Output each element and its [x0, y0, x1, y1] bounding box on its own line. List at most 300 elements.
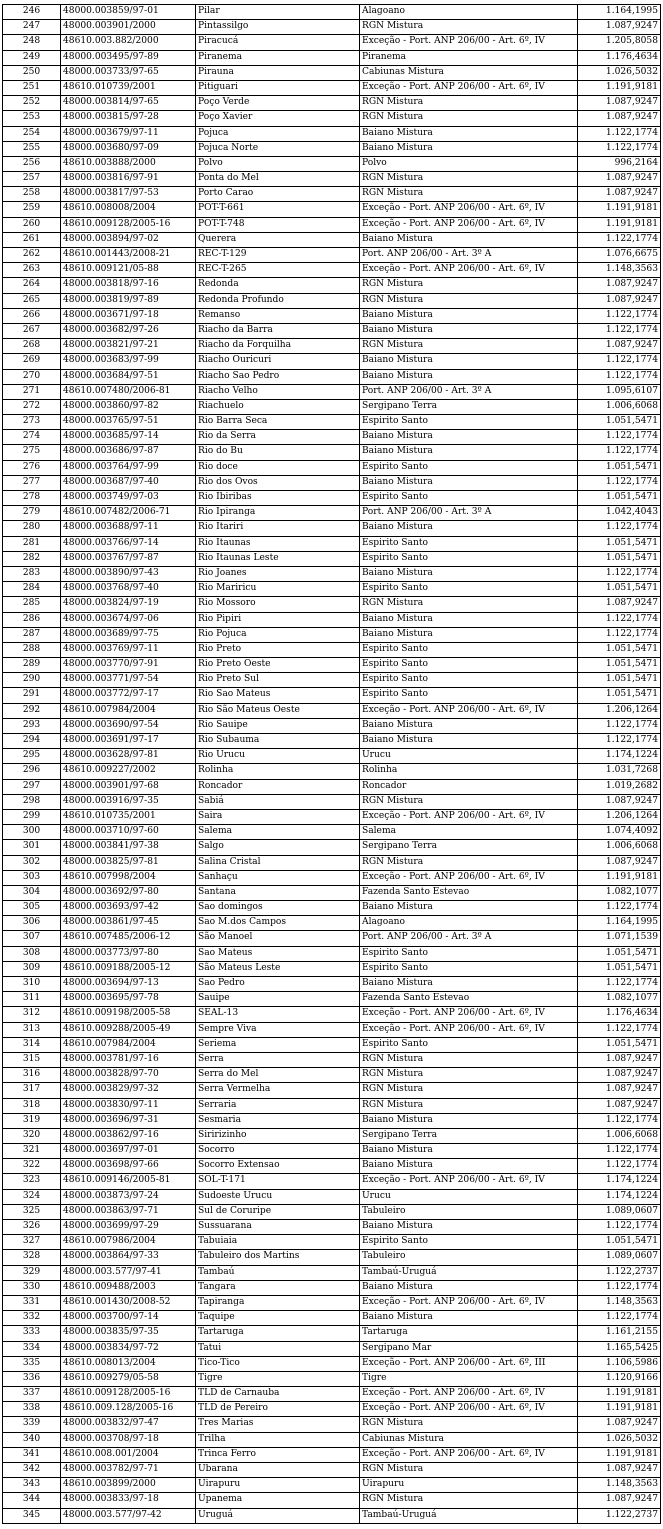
process-number-cell: 48000.003698/97-66 — [61, 1159, 196, 1174]
table-row — [3, 688, 661, 703]
field-name-cell: Sao Pedro — [196, 977, 360, 992]
field-name-cell: SOL-T-171 — [196, 1174, 360, 1189]
table-row — [3, 658, 661, 673]
crude-type-cell: Exceção - Port. ANP 206/00 - Art. 6º, IV — [360, 1295, 578, 1310]
price-value-cell: 1.122,1774 — [578, 1220, 661, 1235]
field-name-cell: Serra Vermelha — [196, 1083, 360, 1098]
price-value-cell: 1.161,2155 — [578, 1326, 661, 1341]
table-row — [3, 111, 661, 126]
row-number-cell: 338 — [3, 1402, 61, 1417]
table-row — [3, 779, 661, 794]
table-row — [3, 977, 661, 992]
field-name-cell: Tabuleiro dos Martins — [196, 1250, 360, 1265]
row-number-cell: 336 — [3, 1371, 61, 1386]
crude-type-cell: RGN Mistura — [360, 20, 578, 35]
price-value-cell: 1.071,1539 — [578, 931, 661, 946]
price-value-cell: 1.122,1774 — [578, 566, 661, 581]
table-row — [3, 126, 661, 141]
row-number-cell: 255 — [3, 141, 61, 156]
row-number-cell: 267 — [3, 323, 61, 338]
process-number-cell: 48000.003691/97-17 — [61, 734, 196, 749]
process-number-cell: 48000.003916/97-35 — [61, 794, 196, 809]
crude-type-cell: Espirito Santo — [360, 673, 578, 688]
crude-type-cell: Exceção - Port. ANP 206/00 - Art. 6º, IV — [360, 703, 578, 718]
row-number-cell: 342 — [3, 1463, 61, 1478]
process-number-cell: 48610.010739/2001 — [61, 80, 196, 95]
field-name-cell: Tabuiaia — [196, 1235, 360, 1250]
process-number-cell: 48000.003832/97-47 — [61, 1417, 196, 1432]
process-number-cell: 48000.003815/97-28 — [61, 111, 196, 126]
field-name-cell: Piracucá — [196, 35, 360, 50]
table-row — [3, 1037, 661, 1052]
table-row — [3, 399, 661, 414]
row-number-cell: 294 — [3, 734, 61, 749]
crude-type-cell: Espirito Santo — [360, 1235, 578, 1250]
price-value-cell: 1.122,1774 — [578, 1144, 661, 1159]
field-name-cell: Rio Mossoro — [196, 597, 360, 612]
row-number-cell: 289 — [3, 658, 61, 673]
process-number-cell: 48610.007984/2004 — [61, 1037, 196, 1052]
crude-type-cell: Uirapuru — [360, 1478, 578, 1493]
field-name-cell: Sudoeste Urucu — [196, 1189, 360, 1204]
crude-type-cell: RGN Mistura — [360, 111, 578, 126]
field-name-cell: Rio Ipiranga — [196, 506, 360, 521]
table-row — [3, 1311, 661, 1326]
process-number-cell: 48610.009128/2005-16 — [61, 1387, 196, 1402]
table-row — [3, 293, 661, 308]
process-number-cell: 48000.003771/97-54 — [61, 673, 196, 688]
table-row — [3, 521, 661, 536]
field-name-cell: Tatui — [196, 1341, 360, 1356]
field-name-cell: POT-T-748 — [196, 217, 360, 232]
field-name-cell: Rio Itariri — [196, 521, 360, 536]
field-name-cell: Riacho da Barra — [196, 323, 360, 338]
table-row — [3, 840, 661, 855]
process-number-cell: 48000.003862/97-16 — [61, 1128, 196, 1143]
row-number-cell: 329 — [3, 1265, 61, 1280]
price-value-cell: 1.051,5471 — [578, 946, 661, 961]
price-value-cell: 1.122,1774 — [578, 901, 661, 916]
field-name-cell: Serra do Mel — [196, 1068, 360, 1083]
table-row — [3, 1083, 661, 1098]
table-body — [3, 5, 661, 1524]
price-value-cell: 1.122,1774 — [578, 232, 661, 247]
crude-type-cell: Exceção - Port. ANP 206/00 - Art. 6º, IV — [360, 809, 578, 824]
process-number-cell: 48000.003773/97-80 — [61, 946, 196, 961]
process-number-cell: 48000.003901/2000 — [61, 20, 196, 35]
price-value-cell: 1.122,1774 — [578, 1022, 661, 1037]
field-name-cell: Rio Sauipe — [196, 718, 360, 733]
crude-type-cell: RGN Mistura — [360, 1463, 578, 1478]
price-value-cell: 1.122,1774 — [578, 445, 661, 460]
table-row — [3, 141, 661, 156]
table-row — [3, 1508, 661, 1523]
field-name-cell: Piranema — [196, 50, 360, 65]
row-number-cell: 322 — [3, 1159, 61, 1174]
crude-type-cell: Sergipano Terra — [360, 840, 578, 855]
row-number-cell: 303 — [3, 870, 61, 885]
crude-type-cell: Exceção - Port. ANP 206/00 - Art. 6º, IV — [360, 1174, 578, 1189]
price-value-cell: 1.026,5032 — [578, 65, 661, 80]
price-value-cell: 1.122,1774 — [578, 354, 661, 369]
table-row — [3, 673, 661, 688]
price-value-cell: 1.082,1077 — [578, 885, 661, 900]
price-value-cell: 1.087,9247 — [578, 1493, 661, 1508]
process-number-cell: 48610.008008/2004 — [61, 202, 196, 217]
process-number-cell: 48000.003768/97-40 — [61, 582, 196, 597]
field-name-cell: Riacho Ouricuri — [196, 354, 360, 369]
row-number-cell: 270 — [3, 369, 61, 384]
table-row — [3, 1007, 661, 1022]
process-number-cell: 48610.007984/2004 — [61, 703, 196, 718]
process-number-cell: 48000.003689/97-75 — [61, 627, 196, 642]
table-row — [3, 1356, 661, 1371]
process-number-cell: 48610.008.001/2004 — [61, 1447, 196, 1462]
row-number-cell: 320 — [3, 1128, 61, 1143]
table-row — [3, 642, 661, 657]
process-number-cell: 48000.003873/97-24 — [61, 1189, 196, 1204]
crude-type-cell: Exceção - Port. ANP 206/00 - Art. 6º, IV — [360, 1387, 578, 1402]
process-number-cell: 48000.003767/97-87 — [61, 551, 196, 566]
field-name-cell: Rio Preto Oeste — [196, 658, 360, 673]
crude-type-cell: RGN Mistura — [360, 1068, 578, 1083]
price-value-cell: 1.074,4092 — [578, 825, 661, 840]
price-value-cell: 1.164,1995 — [578, 5, 661, 20]
table-row — [3, 323, 661, 338]
field-name-cell: Rio Urucu — [196, 749, 360, 764]
price-value-cell: 1.089,0607 — [578, 1204, 661, 1219]
process-number-cell: 48000.003.577/97-42 — [61, 1508, 196, 1523]
crude-type-cell: Tabuleiro — [360, 1250, 578, 1265]
price-value-cell: 1.148,3563 — [578, 263, 661, 278]
table-row — [3, 734, 661, 749]
row-number-cell: 288 — [3, 642, 61, 657]
price-value-cell: 1.087,9247 — [578, 278, 661, 293]
field-name-cell: Socorro — [196, 1144, 360, 1159]
table-row — [3, 5, 661, 20]
row-number-cell: 319 — [3, 1113, 61, 1128]
price-value-cell: 1.122,1774 — [578, 369, 661, 384]
process-number-cell: 48610.001443/2008-21 — [61, 248, 196, 263]
row-number-cell: 287 — [3, 627, 61, 642]
process-number-cell: 48000.003770/97-91 — [61, 658, 196, 673]
crude-type-cell: Baiano Mistura — [360, 901, 578, 916]
crude-type-cell: Espirito Santo — [360, 642, 578, 657]
crude-type-cell: Port. ANP 206/00 - Art. 3º A — [360, 384, 578, 399]
row-number-cell: 281 — [3, 536, 61, 551]
row-number-cell: 274 — [3, 430, 61, 445]
row-number-cell: 272 — [3, 399, 61, 414]
crude-type-cell: RGN Mistura — [360, 96, 578, 111]
process-number-cell: 48000.003684/97-51 — [61, 369, 196, 384]
crude-type-cell: Exceção - Port. ANP 206/00 - Art. 6º, IV — [360, 35, 578, 50]
process-number-cell: 48610.009188/2005-12 — [61, 961, 196, 976]
field-name-cell: REC-T-129 — [196, 248, 360, 263]
crude-type-cell: Espirito Santo — [360, 961, 578, 976]
row-number-cell: 292 — [3, 703, 61, 718]
crude-type-cell: Exceção - Port. ANP 206/00 - Art. 6º, IV — [360, 1447, 578, 1462]
crude-type-cell: Baiano Mistura — [360, 354, 578, 369]
process-number-cell: 48000.003764/97-99 — [61, 460, 196, 475]
table-row — [3, 156, 661, 171]
process-number-cell: 48000.003710/97-60 — [61, 825, 196, 840]
crude-type-cell: Baiano Mistura — [360, 430, 578, 445]
crude-type-cell: Alagoano — [360, 916, 578, 931]
row-number-cell: 253 — [3, 111, 61, 126]
row-number-cell: 295 — [3, 749, 61, 764]
field-name-cell: Ubarana — [196, 1463, 360, 1478]
crude-type-cell: Baiano Mistura — [360, 627, 578, 642]
crude-type-cell: Port. ANP 206/00 - Art. 3º A — [360, 248, 578, 263]
price-value-cell: 1.051,5471 — [578, 1235, 661, 1250]
process-number-cell: 48000.003688/97-11 — [61, 521, 196, 536]
table-row — [3, 308, 661, 323]
field-name-cell: Rio Preto — [196, 642, 360, 657]
price-value-cell: 1.051,5471 — [578, 415, 661, 430]
crude-type-cell: RGN Mistura — [360, 794, 578, 809]
crude-type-cell: Fazenda Santo Estevao — [360, 885, 578, 900]
crude-type-cell: Baiano Mistura — [360, 1280, 578, 1295]
table-row — [3, 855, 661, 870]
field-name-cell: Roncador — [196, 779, 360, 794]
field-name-cell: Tico-Tico — [196, 1356, 360, 1371]
field-name-cell: Tartaruga — [196, 1326, 360, 1341]
crude-type-cell: Cabiunas Mistura — [360, 65, 578, 80]
field-name-cell: Trinca Ferro — [196, 1447, 360, 1462]
price-value-cell: 1.122,1774 — [578, 126, 661, 141]
row-number-cell: 293 — [3, 718, 61, 733]
table-row — [3, 1052, 661, 1067]
field-name-cell: Pojuca — [196, 126, 360, 141]
field-name-cell: Rio Subauma — [196, 734, 360, 749]
table-row — [3, 612, 661, 627]
field-name-cell: Uirapuru — [196, 1478, 360, 1493]
row-number-cell: 300 — [3, 825, 61, 840]
table-row — [3, 566, 661, 581]
crude-type-cell: Polvo — [360, 156, 578, 171]
field-name-cell: Tres Marias — [196, 1417, 360, 1432]
table-row — [3, 80, 661, 95]
row-number-cell: 330 — [3, 1280, 61, 1295]
crude-type-cell: Baiano Mistura — [360, 1144, 578, 1159]
price-value-cell: 1.122,1774 — [578, 612, 661, 627]
price-value-cell: 1.087,9247 — [578, 1098, 661, 1113]
field-name-cell: Poço Xavier — [196, 111, 360, 126]
row-number-cell: 345 — [3, 1508, 61, 1523]
table-row — [3, 992, 661, 1007]
crude-type-cell: Baiano Mistura — [360, 612, 578, 627]
table-row — [3, 1174, 661, 1189]
price-value-cell: 1.148,3563 — [578, 1295, 661, 1310]
price-value-cell: 1.076,6675 — [578, 248, 661, 263]
field-name-cell: Rio Itaunas — [196, 536, 360, 551]
row-number-cell: 317 — [3, 1083, 61, 1098]
table-row — [3, 1128, 661, 1143]
process-number-cell: 48610.007480/2006-81 — [61, 384, 196, 399]
row-number-cell: 277 — [3, 475, 61, 490]
table-row — [3, 248, 661, 263]
field-name-cell: Pilar — [196, 5, 360, 20]
table-row — [3, 1341, 661, 1356]
row-number-cell: 327 — [3, 1235, 61, 1250]
row-number-cell: 313 — [3, 1022, 61, 1037]
crude-type-cell: Salema — [360, 825, 578, 840]
price-value-cell: 1.122,1774 — [578, 1280, 661, 1295]
row-number-cell: 268 — [3, 339, 61, 354]
price-value-cell: 1.006,6068 — [578, 840, 661, 855]
row-number-cell: 306 — [3, 916, 61, 931]
price-value-cell: 1.051,5471 — [578, 658, 661, 673]
process-number-cell: 48000.003769/97-11 — [61, 642, 196, 657]
crude-type-cell: Baiano Mistura — [360, 1113, 578, 1128]
row-number-cell: 321 — [3, 1144, 61, 1159]
field-name-cell: Pintassilgo — [196, 20, 360, 35]
crude-type-cell: RGN Mistura — [360, 278, 578, 293]
price-value-cell: 1.087,9247 — [578, 1463, 661, 1478]
table-row — [3, 475, 661, 490]
crude-type-cell: RGN Mistura — [360, 187, 578, 202]
process-number-cell: 48000.003687/97-40 — [61, 475, 196, 490]
field-name-cell: Sao domingos — [196, 901, 360, 916]
crude-type-cell: Baiano Mistura — [360, 977, 578, 992]
row-number-cell: 264 — [3, 278, 61, 293]
table-row — [3, 96, 661, 111]
process-number-cell: 48000.003.577/97-41 — [61, 1265, 196, 1280]
crude-type-cell: Baiano Mistura — [360, 1311, 578, 1326]
row-number-cell: 332 — [3, 1311, 61, 1326]
price-value-cell: 1.087,9247 — [578, 855, 661, 870]
field-name-cell: Rio doce — [196, 460, 360, 475]
field-name-cell: Riacho Velho — [196, 384, 360, 399]
row-number-cell: 318 — [3, 1098, 61, 1113]
table-row — [3, 354, 661, 369]
field-name-cell: Upanema — [196, 1493, 360, 1508]
row-number-cell: 283 — [3, 566, 61, 581]
process-number-cell: 48000.003818/97-16 — [61, 278, 196, 293]
table-row — [3, 946, 661, 961]
field-name-cell: Uruguá — [196, 1508, 360, 1523]
field-name-cell: Sao M.dos Campos — [196, 916, 360, 931]
price-value-cell: 1.122,1774 — [578, 308, 661, 323]
row-number-cell: 266 — [3, 308, 61, 323]
price-value-cell: 1.026,5032 — [578, 1432, 661, 1447]
table-row — [3, 1463, 661, 1478]
price-value-cell: 1.051,5471 — [578, 688, 661, 703]
field-name-cell: Remanso — [196, 308, 360, 323]
crude-type-cell: Baiano Mistura — [360, 308, 578, 323]
row-number-cell: 305 — [3, 901, 61, 916]
crude-type-cell: Exceção - Port. ANP 206/00 - Art. 6º, IV — [360, 263, 578, 278]
price-value-cell: 1.120,9166 — [578, 1371, 661, 1386]
crude-type-cell: Port. ANP 206/00 - Art. 3º A — [360, 506, 578, 521]
table-row — [3, 384, 661, 399]
row-number-cell: 248 — [3, 35, 61, 50]
field-name-cell: Pojuca Norte — [196, 141, 360, 156]
row-number-cell: 256 — [3, 156, 61, 171]
row-number-cell: 286 — [3, 612, 61, 627]
process-number-cell: 48610.009121/05-88 — [61, 263, 196, 278]
crude-type-cell: Baiano Mistura — [360, 734, 578, 749]
table-row — [3, 961, 661, 976]
price-value-cell: 1.176,4634 — [578, 1007, 661, 1022]
row-number-cell: 278 — [3, 491, 61, 506]
crude-type-cell: Roncador — [360, 779, 578, 794]
process-number-cell: 48610.009488/2003 — [61, 1280, 196, 1295]
row-number-cell: 297 — [3, 779, 61, 794]
field-name-cell: Rolinha — [196, 764, 360, 779]
field-name-cell: Riacho Sao Pedro — [196, 369, 360, 384]
price-value-cell: 1.191,9181 — [578, 80, 661, 95]
field-name-cell: Tigre — [196, 1371, 360, 1386]
process-number-cell: 48000.003671/97-18 — [61, 308, 196, 323]
crude-type-cell: Baiano Mistura — [360, 1220, 578, 1235]
price-value-cell: 1.089,0607 — [578, 1250, 661, 1265]
price-value-cell: 1.191,9181 — [578, 1387, 661, 1402]
price-value-cell: 1.191,9181 — [578, 870, 661, 885]
process-number-cell: 48000.003901/97-68 — [61, 779, 196, 794]
process-number-cell: 48000.003495/97-89 — [61, 50, 196, 65]
table-row — [3, 1493, 661, 1508]
field-name-cell: REC-T-265 — [196, 263, 360, 278]
data-table — [2, 4, 661, 1524]
process-number-cell: 48000.003860/97-82 — [61, 399, 196, 414]
table-row — [3, 931, 661, 946]
process-number-cell: 48610.009288/2005-49 — [61, 1022, 196, 1037]
crude-type-cell: Baiano Mistura — [360, 369, 578, 384]
row-number-cell: 280 — [3, 521, 61, 536]
crude-type-cell: Sergipano Mar — [360, 1341, 578, 1356]
field-name-cell: Trilha — [196, 1432, 360, 1447]
row-number-cell: 246 — [3, 5, 61, 20]
process-number-cell: 48000.003816/97-91 — [61, 172, 196, 187]
table-row — [3, 278, 661, 293]
row-number-cell: 304 — [3, 885, 61, 900]
table-row — [3, 597, 661, 612]
table-row — [3, 1326, 661, 1341]
field-name-cell: Serraria — [196, 1098, 360, 1113]
field-name-cell: Santana — [196, 885, 360, 900]
crude-type-cell: Tartaruga — [360, 1326, 578, 1341]
process-number-cell: 48610.009227/2002 — [61, 764, 196, 779]
table-row — [3, 1280, 661, 1295]
row-number-cell: 250 — [3, 65, 61, 80]
crude-type-cell: Tambaú-Uruguá — [360, 1265, 578, 1280]
row-number-cell: 323 — [3, 1174, 61, 1189]
price-value-cell: 1.176,4634 — [578, 50, 661, 65]
crude-type-cell: RGN Mistura — [360, 597, 578, 612]
crude-type-cell: RGN Mistura — [360, 1098, 578, 1113]
crude-type-cell: RGN Mistura — [360, 339, 578, 354]
table-row — [3, 627, 661, 642]
field-name-cell: Rio Itaunas Leste — [196, 551, 360, 566]
price-value-cell: 1.051,5471 — [578, 460, 661, 475]
row-number-cell: 312 — [3, 1007, 61, 1022]
crude-type-cell: Sergipano Terra — [360, 1128, 578, 1143]
price-value-cell: 1.122,1774 — [578, 627, 661, 642]
row-number-cell: 262 — [3, 248, 61, 263]
process-number-cell: 48000.003708/97-18 — [61, 1432, 196, 1447]
process-number-cell: 48610.008013/2004 — [61, 1356, 196, 1371]
row-number-cell: 296 — [3, 764, 61, 779]
table-row — [3, 65, 661, 80]
table-row — [3, 1250, 661, 1265]
crude-type-cell: Exceção - Port. ANP 206/00 - Art. 6º, III — [360, 1356, 578, 1371]
price-value-cell: 1.122,1774 — [578, 977, 661, 992]
process-number-cell: 48610.009.128/2005-16 — [61, 1402, 196, 1417]
table-row — [3, 1432, 661, 1447]
field-name-cell: Pirauna — [196, 65, 360, 80]
crude-type-cell: Cabiunas Mistura — [360, 1432, 578, 1447]
